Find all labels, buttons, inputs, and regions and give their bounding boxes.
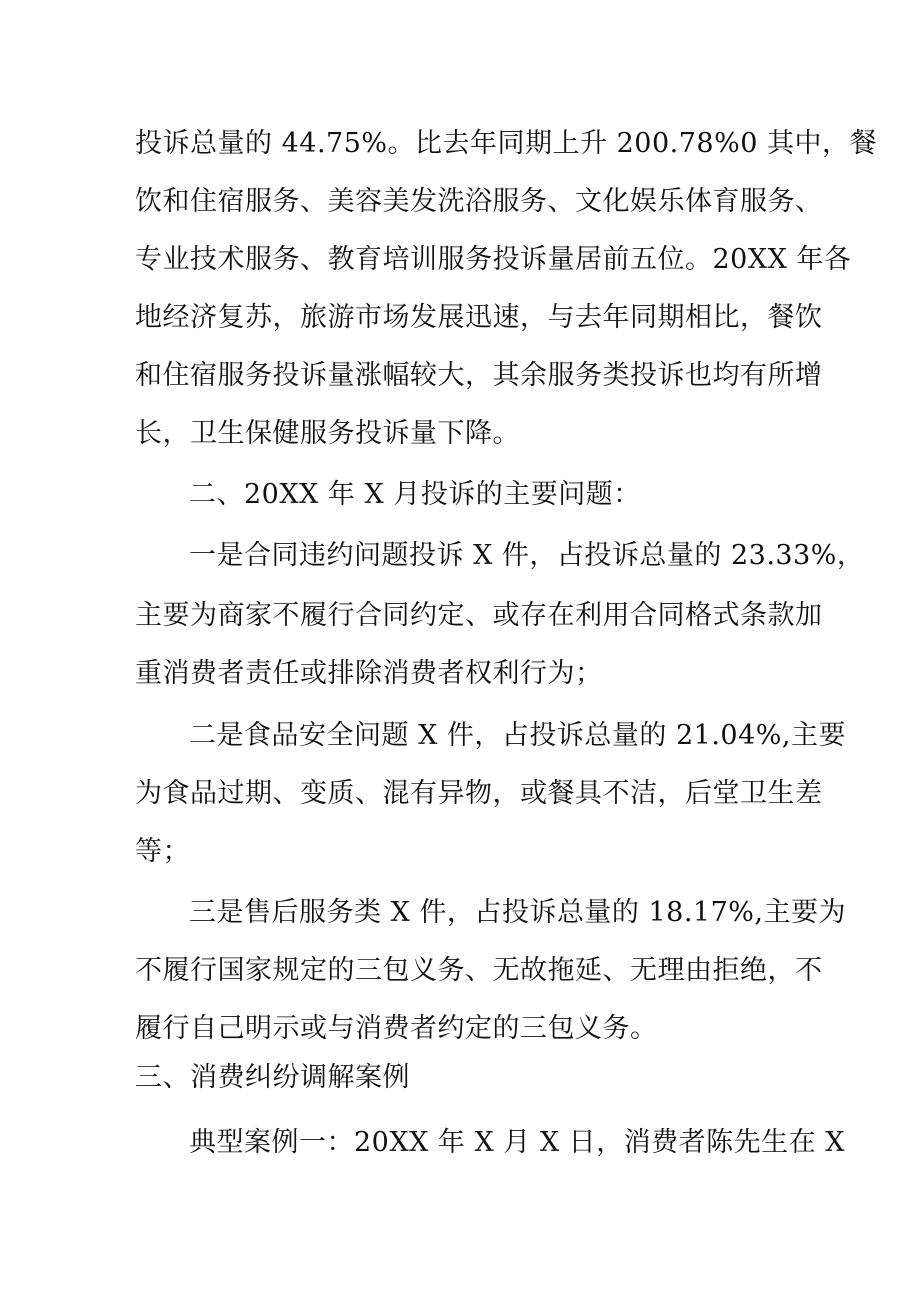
section-heading: 三、消费纠纷调解案例 bbox=[135, 1062, 410, 1093]
paragraph-line: 履行自己明示或与消费者约定的三包义务。 bbox=[135, 1013, 658, 1044]
section-heading: 二、20XX 年 X 月投诉的主要问题： bbox=[189, 479, 641, 510]
paragraph-line: 不履行国家规定的三包义务、无故拖延、无理由拒绝，不 bbox=[135, 955, 823, 986]
paragraph-line: 饮和住宿服务、美容美发洗浴服务、文化娱乐体育服务、 bbox=[135, 186, 823, 217]
paragraph-line: 为食品过期、变质、混有异物，或餐具不洁，后堂卫生差 bbox=[135, 778, 823, 809]
paragraph-line: 主要为商家不履行合同约定、或存在利用合同格式条款加 bbox=[135, 600, 823, 631]
paragraph-line: 和住宿服务投诉量涨幅较大，其余服务类投诉也均有所增 bbox=[135, 360, 823, 391]
paragraph-line: 三是售后服务类 X 件，占投诉总量的 18.17%,主要为 bbox=[189, 897, 847, 928]
paragraph-line: 一是合同违约问题投诉 X 件，占投诉总量的 23.33%， bbox=[189, 540, 865, 571]
paragraph-line: 专业技术服务、教育培训服务投诉量居前五位。20XX 年各 bbox=[135, 244, 852, 275]
paragraph-line: 典型案例一：20XX 年 X 月 X 日，消费者陈先生在 X bbox=[189, 1127, 845, 1158]
paragraph-line: 等； bbox=[135, 836, 190, 867]
paragraph-line: 长，卫生保健服务投诉量下降。 bbox=[135, 418, 520, 449]
paragraph-line: 地经济复苏，旅游市场发展迅速，与去年同期相比，餐饮 bbox=[135, 302, 823, 333]
paragraph-line: 重消费者责任或排除消费者权利行为； bbox=[135, 658, 603, 689]
paragraph-line: 二是食品安全问题 X 件，占投诉总量的 21.04%,主要 bbox=[189, 720, 847, 751]
paragraph-line: 投诉总量的 44.75%。比去年同期上升 200.78%0 其中，餐 bbox=[135, 128, 878, 159]
